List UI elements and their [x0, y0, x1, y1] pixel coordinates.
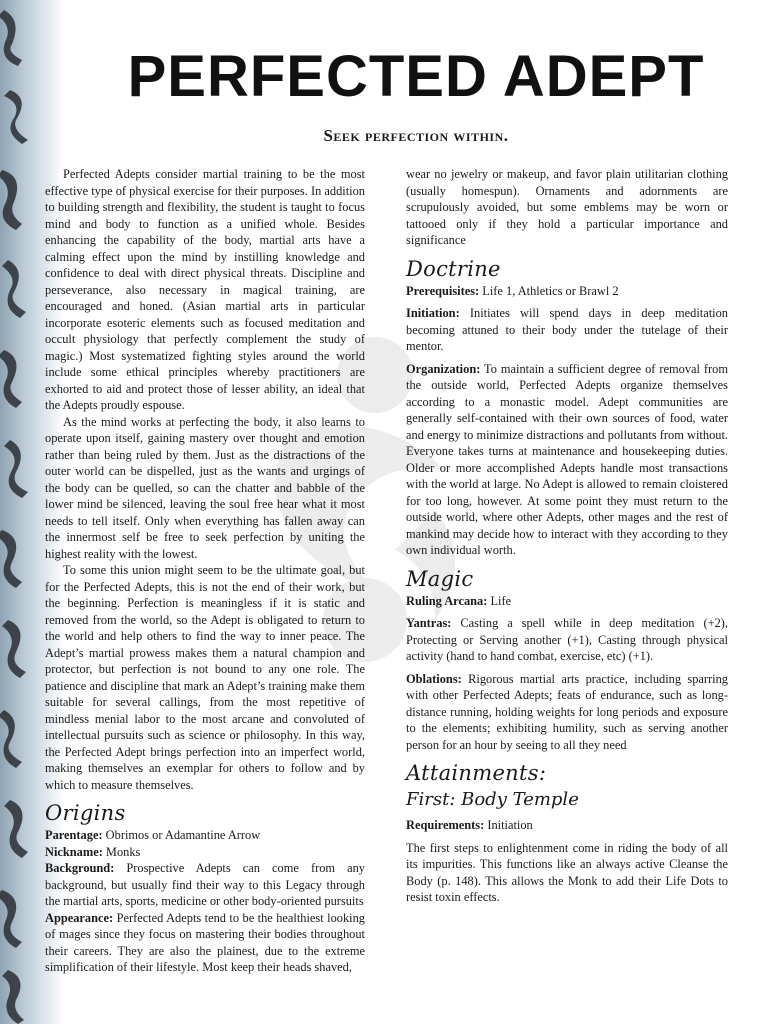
initiation-value: Initiates will spend days in deep meditation becoming attuned to their body under the tutelage of their mentor. [406, 306, 728, 353]
initiation-line [406, 305, 728, 355]
attainments-heading: Attainments: [406, 761, 547, 785]
origins-heading: Origins [45, 801, 126, 825]
requirements-line [406, 817, 728, 834]
doctrine-heading: Doctrine [406, 256, 501, 281]
intro-paragraph-1: Perfected Adepts consider martial training to be the most effective type of physical exercise for their purposes. In addition to building strength and flexibility, the student is taught to focus mind and body to function as a unified whole. Besides enhancing the capability of the body, martial arts have a calming effect upon the mind by instilling knowledge and confidence to deal with direct physical threats. Discipline and perseverance, also necessary in magical training, are encouraged and honed. (Asian martial arts in particular incorporate esoteric elements such as focused meditation and occult physiology that perfectly complement the study of magic.) Most systematized fighting styles around the world include some ethical principles whereby practitioners are exhorted to aid and protect those of lesser ability, an ideal that the Adepts proudly espouse. [45, 167, 365, 412]
nickname-line [45, 844, 365, 861]
nickname-label: Nickname: [45, 844, 103, 859]
background-line [45, 860, 365, 910]
appearance-value: Perfected Adepts tend to be the healthiest looking of mages since they focus on mastering their bodies throughout their careers. They are also the plainest, due to the extreme simplification of their lifestyle. Most keep their heads shaved, [45, 910, 365, 974]
magic-heading: Magic [406, 566, 474, 591]
ruling-arcana-label: Ruling Arcana: [406, 593, 488, 608]
organization-value: To maintain a sufficient degree of removal from the outside world, Perfected Adepts organize themselves according to a monastic model. Adept communities are generally self-contained with their own sources of food, water and energy to minimize distractions and pollutants from without. Everyone takes turns at maintenance and housekeeping duties. Older or more accomplished Adepts handle most transactions with the world at large. No Adept is allowed to remain cloistered for too long, however. At some point they must return to the outside world, where other Adepts, other mages and the rest of mankind may decide how to interact with they according to they own individual worth. [406, 361, 728, 557]
right-column [406, 166, 728, 912]
first-attainment-description: The first steps to enlightenment come in riding the body of all its impurities. This functions like an always active Cleanse the Body (p. 148). This allows the Monk to add their Life Dots to resist toxin effects. [406, 840, 728, 904]
oblations-line [406, 671, 728, 754]
background-value: Prospective Adepts can come from any background, but usually find their way to this Legacy through the martial arts, sports, medicine or other body-oriented pursuits [45, 861, 365, 908]
prerequisites-label: Prerequisites: [406, 283, 480, 298]
requirements-label: Requirements: [406, 818, 485, 832]
ruling-arcana-value: Life [487, 593, 512, 608]
parentage-label: Parentage: [45, 828, 103, 842]
prerequisites-value: Life 1, Athletics or Brawl 2 [479, 283, 619, 298]
intro-paragraph-2: As the mind works at perfecting the body, it also learns to operate upon itself, gaining mastery over thought and emotion rather than being ruled by them. Just as the distractions of the outer world can be dispelled, just as the wants and urgings of the body can be quelled, so can the chatter and babble of the lower mind be silenced, leaving the soul free hear what it most needs to tell itself. Only when everything has fallen away can the innermost self be free to seek perfection by uniting the highest reality with the lowest. [45, 414, 365, 561]
requirements-value: Initiation [484, 818, 533, 832]
prerequisites-line [406, 283, 728, 300]
ruling-arcana-line [406, 593, 728, 610]
appearance-line [45, 910, 365, 976]
appearance-label: Appearance: [45, 910, 114, 925]
oblations-label: Oblations: [406, 671, 462, 686]
left-column [45, 166, 365, 976]
nickname-value: Monks [102, 844, 141, 859]
organization-label: Organization: [406, 361, 481, 376]
intro-paragraph-3: To some this union might seem to be the ultimate goal, but for the Perfected Adepts, this is not the end of their work, but the beginning. Perfection is meaningless if it is static and removed from the world, so the Adept is obligated to return to the world and help others to find the way to inner peace. The Adept’s martial prowess makes them a natural champion and protector, but perfection is not bound to any one role. The patience and discipline that mark an Adept’s training make them suitable for several callings, from the most repetitive of mindless menial labor to the most arcane and convoluted of intellectual pursuits such as science or philosophy. In this way, the Perfected Adept brings perfection into an imperfect world, making themselves an exemplar for others to follow and by which to measure themselves. [45, 563, 365, 792]
background-label: Background: [45, 861, 115, 875]
oblations-value: Rigorous martial arts practice, including sparring with other Perfected Adepts; feats of endurance, such as long-distance running, holding weights for long periods and exposure to the elements; exhibiting humility, such as serving another person for an hour by seeing to all they need [406, 671, 728, 752]
initiation-label: Initiation: [406, 306, 460, 320]
page-subtitle: Seek perfection within. [323, 126, 509, 145]
parentage-value: Obrimos or Adamantine Arrow [102, 828, 261, 842]
first-attainment-heading: First: Body Temple [406, 789, 579, 810]
organization-line [406, 361, 728, 559]
yantras-label: Yantras: [406, 616, 452, 630]
appearance-continued: wear no jewelry or makeup, and favor plain utilitarian clothing (usually homespun). Ornaments and adornments are scrupulously avoided, but some emblems may be worn or tattooed only if they hold a particular importance and significance [406, 167, 728, 247]
yantras-line [406, 615, 728, 665]
parentage-line [45, 827, 365, 844]
page-title: PERFECTED ADEPT [127, 44, 705, 109]
yantras-value: Casting a spell while in deep meditation (+2), Protecting or Serving another (+1), Casting through physical activity (hand to hand combat, exercise, etc) (+1). [406, 616, 728, 663]
